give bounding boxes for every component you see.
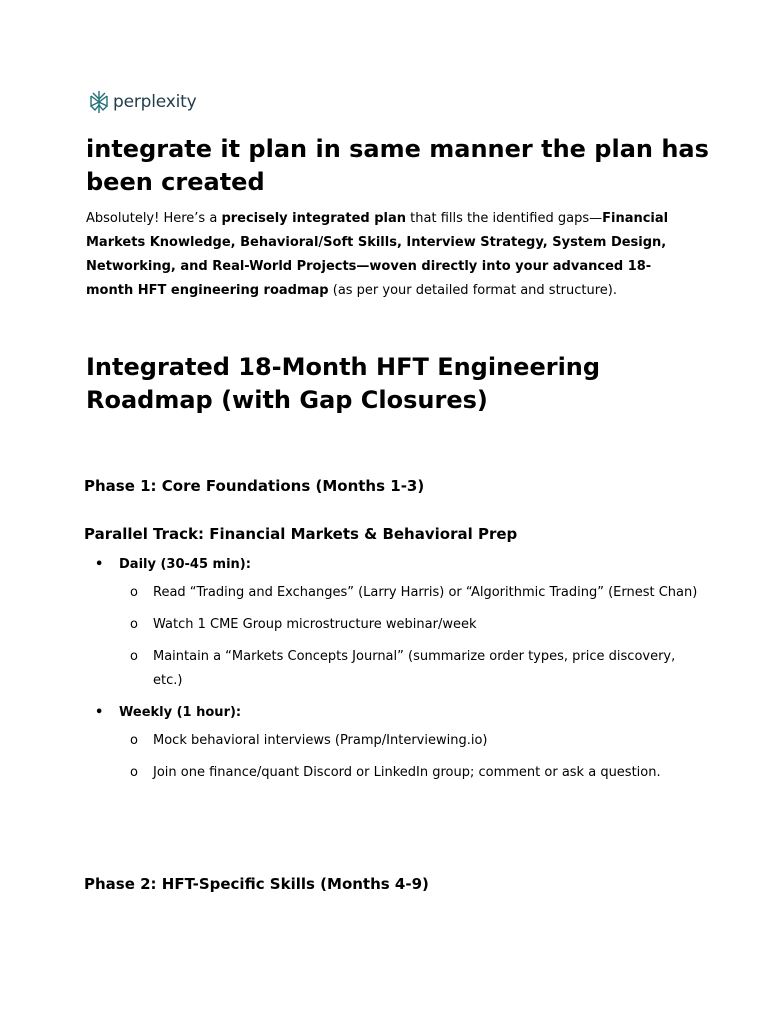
intro-bold-2: Financial Markets Knowledge, Behavioral/Soft Skills, Interview Strategy, System Design, Networking, and Real-World Projects—woven directly into your advanced 18-month HFT engineering roadmap [86, 211, 669, 298]
intro-text-1: Absolutely! Here’s a [86, 211, 222, 226]
logo-text: perplexity [113, 92, 197, 112]
list-item-text: Maintain a “Markets Concepts Journal” (summarize order types, price discovery, etc.) [153, 649, 676, 688]
bullet-label: Daily (30-45 min): [119, 557, 251, 572]
page-title: integrate it plan in same manner the plan has been created [86, 135, 709, 196]
phase-1-heading: Phase 1: Core Foundations (Months 1-3) [84, 477, 425, 495]
roadmap-title: Integrated 18-Month HFT Engineering Roadmap (with Gap Closures) [86, 353, 601, 414]
intro-bold-1: precisely integrated plan [221, 211, 407, 226]
list-item-text: Watch 1 CME Group microstructure webinar/week [153, 617, 477, 632]
list-item-text: Mock behavioral interviews (Pramp/Interviewing.io) [153, 733, 488, 748]
list-item-text: Join one finance/quant Discord or LinkedIn group; comment or ask a question. [153, 765, 661, 780]
list-item [84, 761, 704, 785]
bullet-label: Weekly (1 hour): [119, 705, 242, 720]
list-item [84, 613, 704, 637]
sub-marker: o [130, 585, 138, 600]
list-item-text: Read “Trading and Exchanges” (Larry Harris) or “Algorithmic Trading” (Ernest Chan) [153, 585, 698, 600]
bullet-list [84, 555, 704, 785]
perplexity-logo-icon [89, 90, 109, 114]
bullet-weekly [84, 703, 704, 723]
intro-text-3: (as per your detailed format and structure). [328, 283, 617, 298]
list-item [84, 581, 704, 605]
sub-marker: o [130, 649, 138, 664]
sub-marker: o [130, 733, 138, 748]
intro-text-2: that fills the identified gaps— [406, 211, 603, 226]
bullet-marker: • [95, 705, 104, 720]
parallel-track-heading: Parallel Track: Financial Markets & Behavioral Prep [84, 525, 518, 543]
sub-marker: o [130, 765, 138, 780]
bullet-marker: • [95, 557, 104, 572]
bullet-daily [84, 555, 704, 575]
phase-2-heading: Phase 2: HFT-Specific Skills (Months 4-9) [84, 875, 429, 893]
list-item [84, 645, 704, 693]
logo [89, 90, 196, 114]
sub-marker: o [130, 617, 138, 632]
intro-paragraph [86, 207, 686, 303]
list-item [84, 729, 704, 753]
